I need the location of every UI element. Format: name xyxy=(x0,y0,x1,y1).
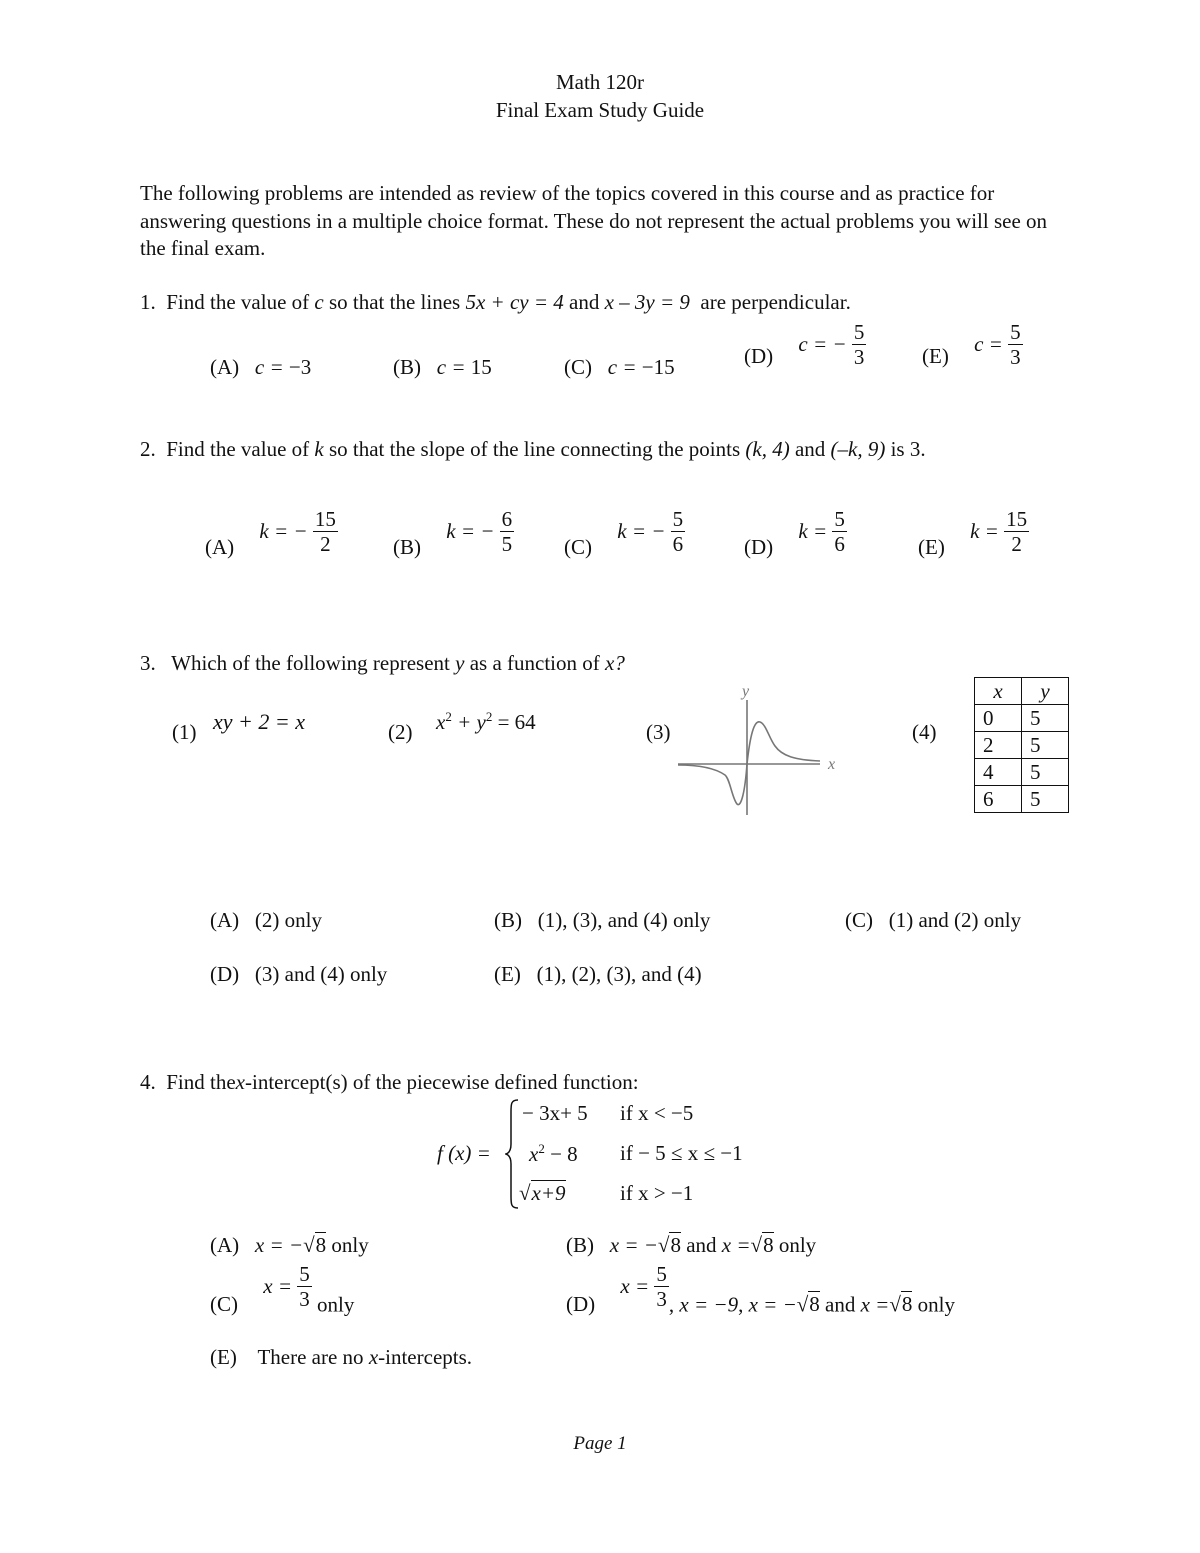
choice-2e[interactable] xyxy=(918,507,1029,560)
choice-lhs: x = xyxy=(620,1274,650,1299)
item-1-label: (1) xyxy=(172,720,197,744)
variable: x? xyxy=(605,651,625,675)
table-cell: 2 xyxy=(975,732,1022,759)
choice-lhs: c = xyxy=(254,355,284,379)
choice-label: (E) xyxy=(918,535,945,560)
choice-label: (B) xyxy=(494,908,522,932)
page-number: Page 1 xyxy=(573,1433,627,1454)
denominator: 2 xyxy=(1011,532,1022,557)
table-row xyxy=(975,732,1069,759)
xy-table xyxy=(974,677,1069,813)
table-cell: 5 xyxy=(1022,732,1069,759)
x-axis-label: x xyxy=(828,756,836,773)
choice-4a[interactable]: (A) x = −√8 only xyxy=(210,1233,369,1257)
choice-label: (B) xyxy=(393,355,421,379)
choice-text: (3) and (4) only xyxy=(254,962,388,986)
question-text: Find the xyxy=(166,1070,236,1094)
choice-value: 15 xyxy=(470,355,492,379)
choice-lhs: c = − xyxy=(798,332,847,357)
question-text: are perpendicular. xyxy=(700,290,851,314)
course-title: Math 120r xyxy=(555,70,645,94)
choice-1e[interactable] xyxy=(922,320,1023,369)
table-cell: 6 xyxy=(975,786,1022,813)
choice-4e[interactable] xyxy=(210,1345,472,1370)
question-text: Which of the following represent xyxy=(171,651,450,675)
choice-1a[interactable] xyxy=(210,355,311,380)
variable: y xyxy=(455,651,465,675)
choice-text: There are no xyxy=(257,1345,364,1369)
question-number: 3. xyxy=(140,651,156,675)
table-cell: 4 xyxy=(975,759,1022,786)
fraction xyxy=(1004,507,1029,556)
choice-label: (A) xyxy=(210,1233,240,1257)
choice-lhs: x = xyxy=(721,1233,751,1257)
conjunction: and xyxy=(569,290,600,314)
denominator: 3 xyxy=(299,1287,310,1312)
question-2 xyxy=(140,437,926,462)
choice-label: (C) xyxy=(210,1292,238,1317)
separator: , xyxy=(738,1292,744,1317)
choice-label: (D) xyxy=(744,344,774,369)
choice-3e[interactable] xyxy=(494,962,702,987)
choice-4c[interactable] xyxy=(210,1262,354,1317)
term: x xyxy=(529,1142,539,1166)
choice-3a[interactable] xyxy=(210,908,322,933)
choice-label: (A) xyxy=(210,355,240,379)
item-2-label: (2) xyxy=(388,720,413,744)
choice-lhs: x = − xyxy=(609,1233,658,1257)
choice-1c[interactable] xyxy=(564,355,675,380)
conjunction: and xyxy=(825,1292,856,1317)
choice-text: only xyxy=(331,1233,369,1257)
variable: x xyxy=(368,1345,379,1369)
choice-lhs: c = xyxy=(607,355,637,379)
choice-lhs: c = xyxy=(974,332,1003,357)
denominator: 3 xyxy=(853,345,865,370)
fraction xyxy=(832,507,847,556)
choice-label: (E) xyxy=(494,962,521,986)
choice-label: (C) xyxy=(564,535,592,560)
fraction xyxy=(852,320,867,369)
item-2-expression xyxy=(436,709,536,735)
choice-lhs: x = − xyxy=(254,1233,304,1257)
numerator: 5 xyxy=(299,1262,310,1286)
table-header-row xyxy=(975,678,1069,705)
table-header: y xyxy=(1022,678,1069,705)
choice-2a[interactable] xyxy=(205,507,338,560)
question-4 xyxy=(140,1070,639,1095)
numerator: 15 xyxy=(1006,507,1028,531)
question-number: 2. xyxy=(140,437,156,461)
numerator: 5 xyxy=(1010,320,1021,344)
radicand: 8 xyxy=(315,1233,327,1257)
table-header: x xyxy=(975,678,1022,705)
fraction xyxy=(313,507,338,556)
fraction xyxy=(297,1262,312,1311)
table-cell: 5 xyxy=(1022,705,1069,732)
item-4-label: (4) xyxy=(912,720,937,744)
choice-text: only xyxy=(778,1233,817,1257)
choice-text: (1), (2), (3), and (4) xyxy=(536,962,702,986)
variable: c xyxy=(314,290,324,314)
denominator: 6 xyxy=(834,532,845,557)
denominator: 2 xyxy=(320,532,331,557)
choice-label: (C) xyxy=(845,908,873,932)
table-row xyxy=(975,786,1069,813)
denominator: 3 xyxy=(1010,345,1021,370)
point: (k, 4) xyxy=(745,437,790,461)
piece-2-expression xyxy=(529,1141,578,1167)
choice-lhs: x = xyxy=(860,1292,890,1317)
function-name: f (x) = xyxy=(437,1141,491,1165)
piece-3-condition: if x > −1 xyxy=(620,1181,694,1205)
choice-text: (2) only xyxy=(254,908,322,932)
choice-label: (B) xyxy=(393,535,421,560)
denominator: 6 xyxy=(672,532,684,557)
question-text: as a function of xyxy=(469,651,600,675)
term: − 8 xyxy=(544,1142,578,1166)
piece-2-condition: if − 5 ≤ x ≤ −1 xyxy=(620,1141,743,1165)
choice-text: only xyxy=(317,1292,355,1317)
choice-lhs: k = xyxy=(970,519,999,544)
variable: x xyxy=(235,1070,245,1094)
question-text: so that the slope of the line connecting the points xyxy=(328,437,741,461)
exponent: 2 xyxy=(485,709,493,724)
question-3 xyxy=(140,651,625,676)
fraction xyxy=(654,1262,669,1311)
fraction xyxy=(1008,320,1023,369)
conjunction: and xyxy=(794,437,826,461)
choice-3c[interactable] xyxy=(845,908,1021,933)
choice-lhs: k = − xyxy=(259,519,308,544)
denominator: 5 xyxy=(501,532,513,557)
radicand: 8 xyxy=(670,1233,681,1257)
choice-label: (E) xyxy=(210,1345,237,1369)
intro-paragraph: The following problems are intended as review of the topics covered in this course and as practice for answering questions in a multiple choice format. These do not represent the actual problems you will see on the final exam. xyxy=(140,181,1048,260)
choice-3b[interactable] xyxy=(494,908,710,933)
conjunction: and xyxy=(686,1233,717,1257)
choice-text: (1) and (2) only xyxy=(888,908,1022,932)
numerator: 5 xyxy=(656,1262,667,1286)
question-text: Find the value of xyxy=(166,290,310,314)
table-cell: 5 xyxy=(1022,786,1069,813)
choice-label: (D) xyxy=(210,962,240,986)
choice-lhs: x = − xyxy=(748,1292,797,1317)
radicand: 8 xyxy=(901,1292,913,1317)
separator: , xyxy=(668,1292,675,1317)
choice-label: (A) xyxy=(205,535,235,560)
choice-lhs: x = xyxy=(263,1274,292,1299)
question-number: 4. xyxy=(140,1070,156,1094)
question-text: -intercept(s) of the piecewise defined function: xyxy=(245,1070,639,1094)
choice-label: (D) xyxy=(744,535,774,560)
choice-text: -intercepts. xyxy=(378,1345,473,1369)
radicand: 8 xyxy=(809,1292,820,1317)
function-graph xyxy=(670,680,860,820)
choice-value: x = −9 xyxy=(679,1292,739,1317)
question-1 xyxy=(140,290,851,315)
table-cell: 5 xyxy=(1022,759,1069,786)
fraction xyxy=(500,507,515,556)
xy-table-wrap xyxy=(974,677,1069,813)
choice-2b[interactable] xyxy=(393,507,514,560)
choice-1b[interactable] xyxy=(393,355,492,380)
choice-3d[interactable] xyxy=(210,962,387,987)
choice-label: (A) xyxy=(210,908,240,932)
term: = 64 xyxy=(492,710,536,734)
exponent: 2 xyxy=(445,709,452,724)
choice-text: (1), (3), and (4) only xyxy=(537,908,711,932)
question-text: is xyxy=(890,437,905,461)
numerator: 5 xyxy=(853,320,865,344)
choice-1d[interactable] xyxy=(744,320,866,369)
slope-value: 3. xyxy=(909,437,926,461)
choice-4d[interactable]: (D) x = $\frac{5}{3}$ , x = −9, x = −√8 and x =√8 only xyxy=(566,1262,955,1317)
radicand: 8 xyxy=(763,1233,774,1257)
piece-3-expression: √x+9 xyxy=(519,1181,566,1205)
choice-lhs: k = xyxy=(798,519,828,544)
choice-label: (E) xyxy=(922,344,949,369)
table-row xyxy=(975,759,1069,786)
table-cell: 0 xyxy=(975,705,1022,732)
choice-lhs: k = − xyxy=(617,519,666,544)
question-text: so that the lines xyxy=(328,290,461,314)
choice-value: −15 xyxy=(641,355,675,379)
item-1-expression: xy + 2 = x xyxy=(213,709,305,734)
question-text: Find the value of xyxy=(166,437,310,461)
numerator: 6 xyxy=(501,507,513,531)
denominator: 3 xyxy=(656,1287,667,1312)
variable: k xyxy=(314,437,324,461)
choice-2c[interactable] xyxy=(564,507,685,560)
numerator: 5 xyxy=(672,507,684,531)
choice-value: −3 xyxy=(288,355,312,379)
radicand: x+9 xyxy=(531,1181,566,1205)
document-title: Final Exam Study Guide xyxy=(495,98,705,122)
y-axis-label: y xyxy=(742,683,750,700)
equation: 5x + cy = 4 xyxy=(465,290,564,314)
choice-lhs: c = xyxy=(436,355,466,379)
table-row xyxy=(975,705,1069,732)
choice-text: only xyxy=(917,1292,955,1317)
item-3-label: (3) xyxy=(646,720,671,744)
question-number: 1. xyxy=(140,290,156,314)
choice-label: (D) xyxy=(566,1292,596,1317)
point: (–k, 9) xyxy=(830,437,886,461)
equation: x – 3y = 9 xyxy=(604,290,690,314)
choice-label: (C) xyxy=(564,355,592,379)
piece-1-condition: if x < −5 xyxy=(620,1101,694,1125)
term: + y xyxy=(451,710,486,734)
fraction xyxy=(671,507,686,556)
piece-1-expression: − 3x+ 5 xyxy=(522,1101,588,1125)
exponent: 2 xyxy=(538,1141,545,1156)
term: x xyxy=(436,710,446,734)
choice-2d[interactable] xyxy=(744,507,847,560)
numerator: 5 xyxy=(834,507,845,531)
choice-lhs: k = − xyxy=(446,519,495,544)
choice-label: (B) xyxy=(566,1233,594,1257)
choice-4b[interactable]: (B) x = −√8 and x =√8 only xyxy=(566,1233,817,1257)
numerator: 15 xyxy=(314,507,336,531)
